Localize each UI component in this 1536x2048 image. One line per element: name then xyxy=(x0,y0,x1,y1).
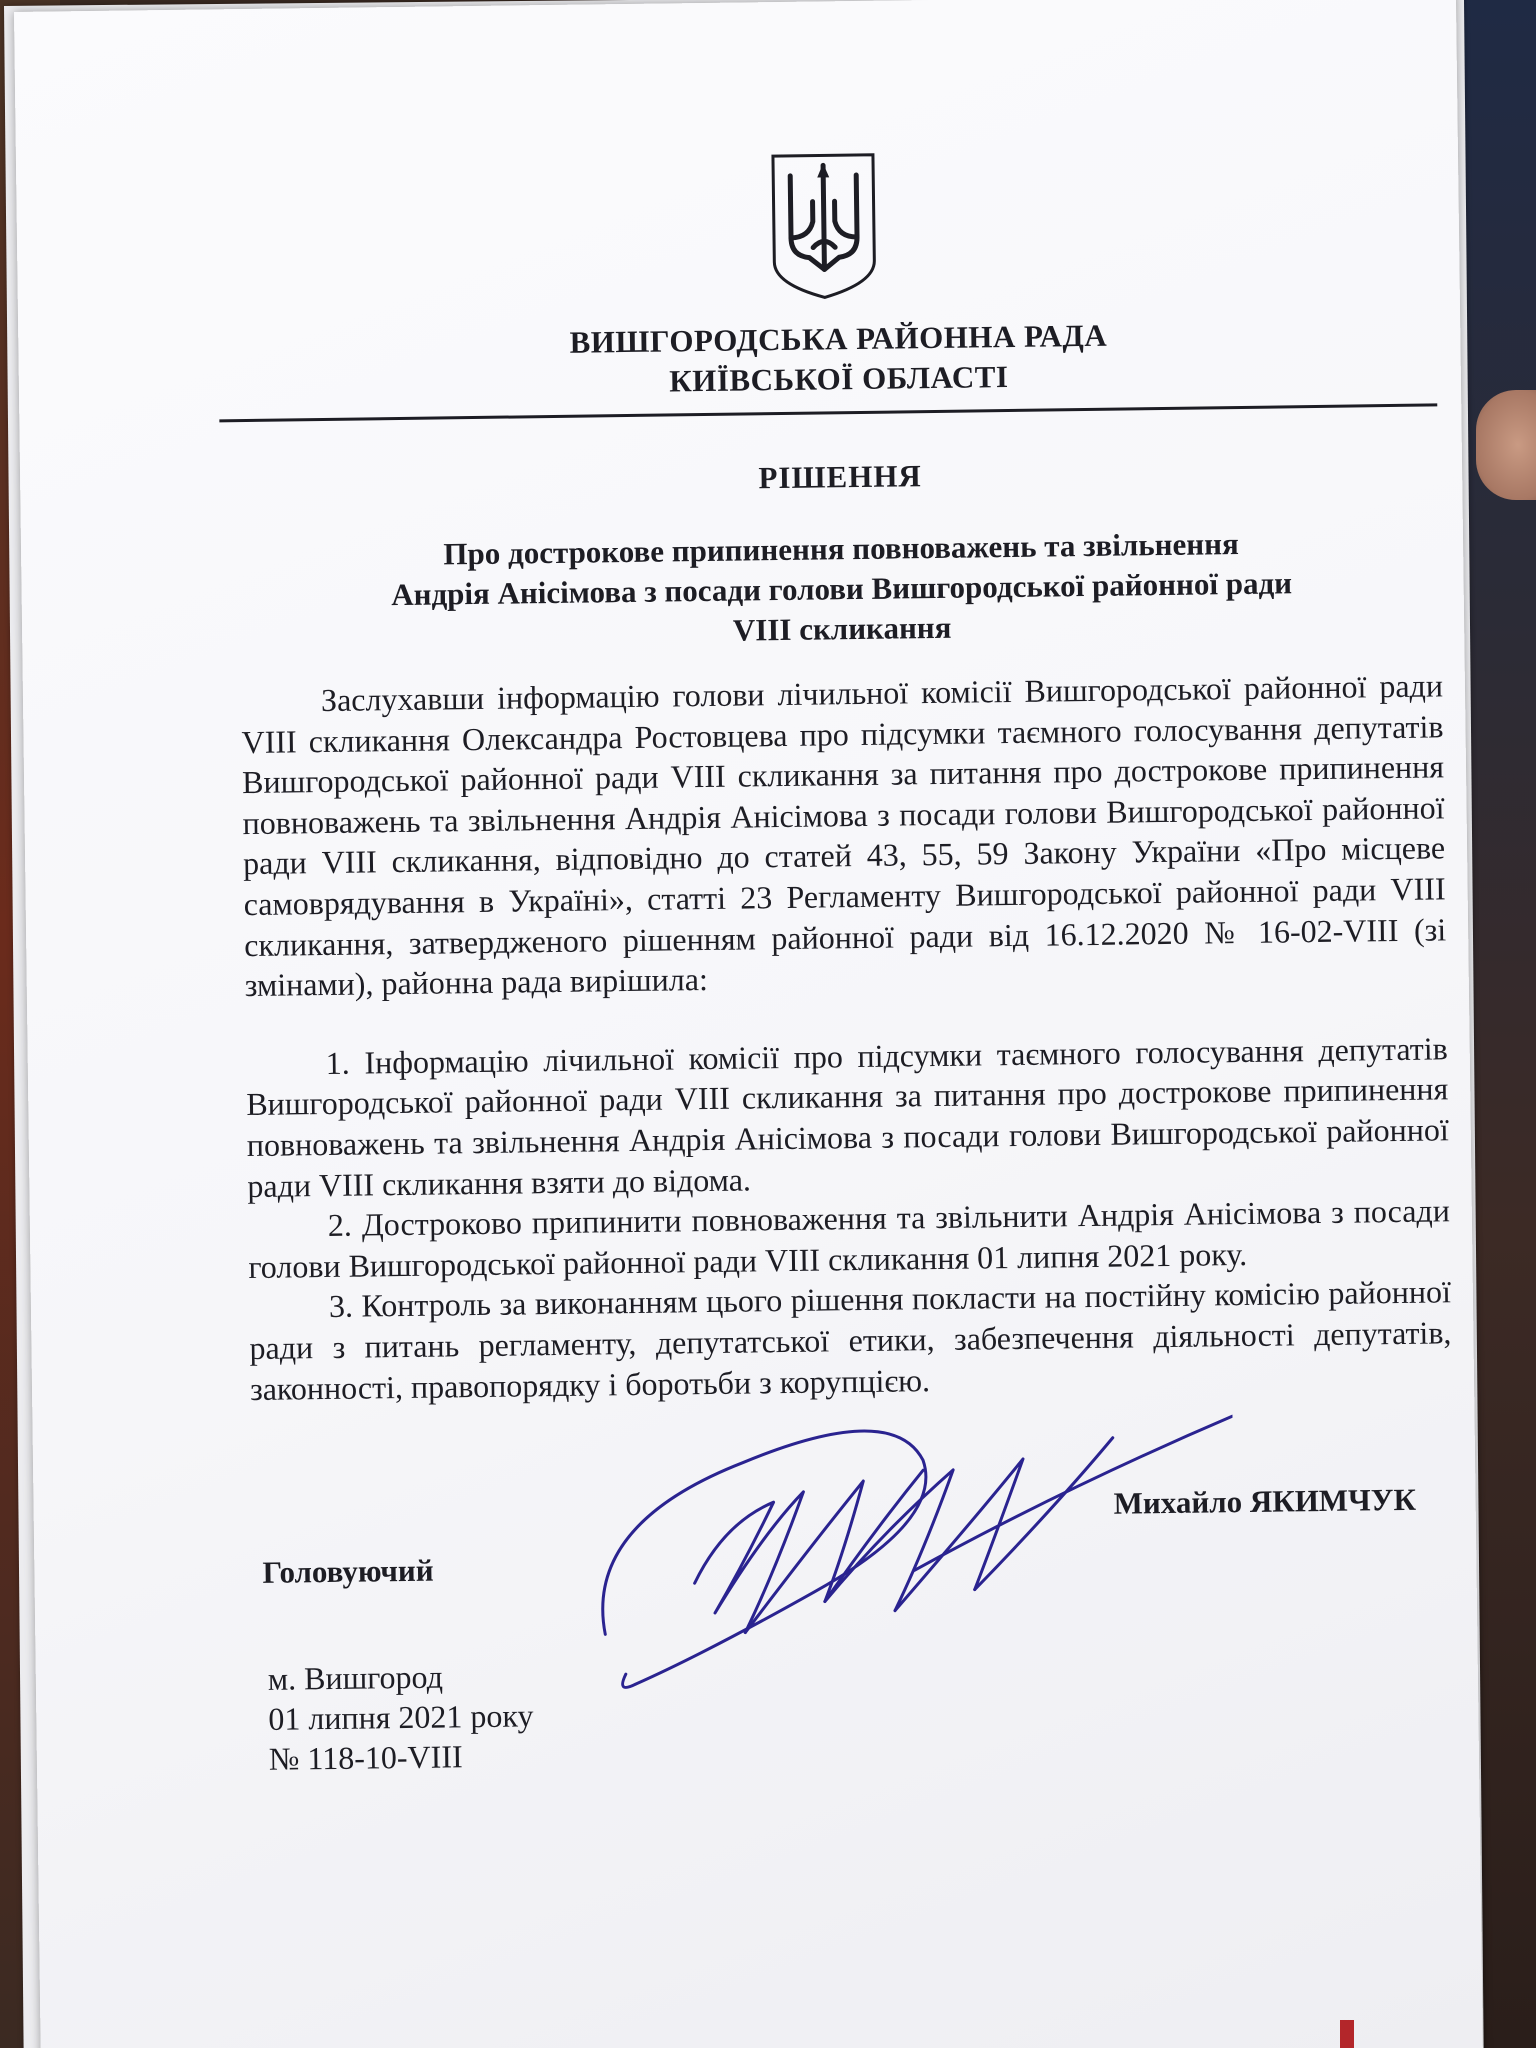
document-page xyxy=(14,0,1483,2048)
document-body xyxy=(241,665,1452,1409)
document-footer xyxy=(268,1655,535,1778)
document-subject xyxy=(241,521,1442,657)
signatory-name: Михайло ЯКИМЧУК xyxy=(1113,1481,1417,1521)
org-region: КИЇВСЬКОЇ ОБЛАСТІ xyxy=(669,359,1009,399)
handwritten-signature xyxy=(592,1376,1236,1714)
decision-item-3: 3. Контроль за виконанням цього рішення покласти на постійну комісію районної ради з питань регламенту, депутатської етики, забезпечення діяльності депутатів, законності, правопорядку і боротьби з корупцією. xyxy=(249,1273,1452,1407)
issue-date: 01 липня 2021 року xyxy=(268,1697,534,1737)
document-number: № 118-10-VIII xyxy=(268,1738,463,1777)
trident-emblem-icon xyxy=(768,151,880,302)
decision-item-1: 1. Інформацію лічильної комісії про підсумки таємного голосування депутатів Вишгородської районної ради VIII скликання за питання про дострокове припинення повноважень та звільнення Андрія Анісімова з посади голови Вишгородської районної ради VIII скликання взяти до відома. xyxy=(246,1030,1449,1204)
decision-item-2: 2. Достроково припинити повноваження та звільнити Андрія Анісімова з посади голови Вишгородської районної ради VIII скликання 01 липня 2021 року. xyxy=(248,1192,1451,1285)
red-ribbon xyxy=(1340,2020,1354,2048)
subject-line: Про дострокове припинення повноважень та звільнення xyxy=(443,526,1240,572)
header-divider xyxy=(219,403,1437,422)
org-name: ВИШГОРОДСЬКА РАЙОННА РАДА xyxy=(569,317,1108,360)
organization-header xyxy=(238,311,1439,407)
subject-line: Андрія Анісімова з посади голови Вишгородської районної ради xyxy=(391,565,1293,613)
signatory-role: Головуючий xyxy=(262,1552,434,1590)
issue-place: м. Вишгород xyxy=(267,1658,444,1697)
holding-thumb xyxy=(1476,390,1536,500)
subject-line: VIII скликання xyxy=(732,609,952,648)
preamble-paragraph: Заслухавши інформацію голови лічильної комісії Вишгородської районної ради VIII скликання Олександра Ростовцева про підсумки таємного голосування депутатів Вишгородської районної ради VIII скликання за питання про дострокове припинення повноважень та звільнення Андрія Анісімова з посади голови Вишгородської районної ради VIII скликання, відповідно до статей 43, 55, 59 Закону України «Про місцеве самоврядування в Україні», статті 23 Регламенту Вишгородської районної ради VIII скликання, затвердженого рішенням районної ради від 16.12.2020 № 16-02-VIII (зі змінами), районна рада вирішила: xyxy=(241,667,1447,1004)
document-type: РІШЕННЯ xyxy=(758,458,923,496)
